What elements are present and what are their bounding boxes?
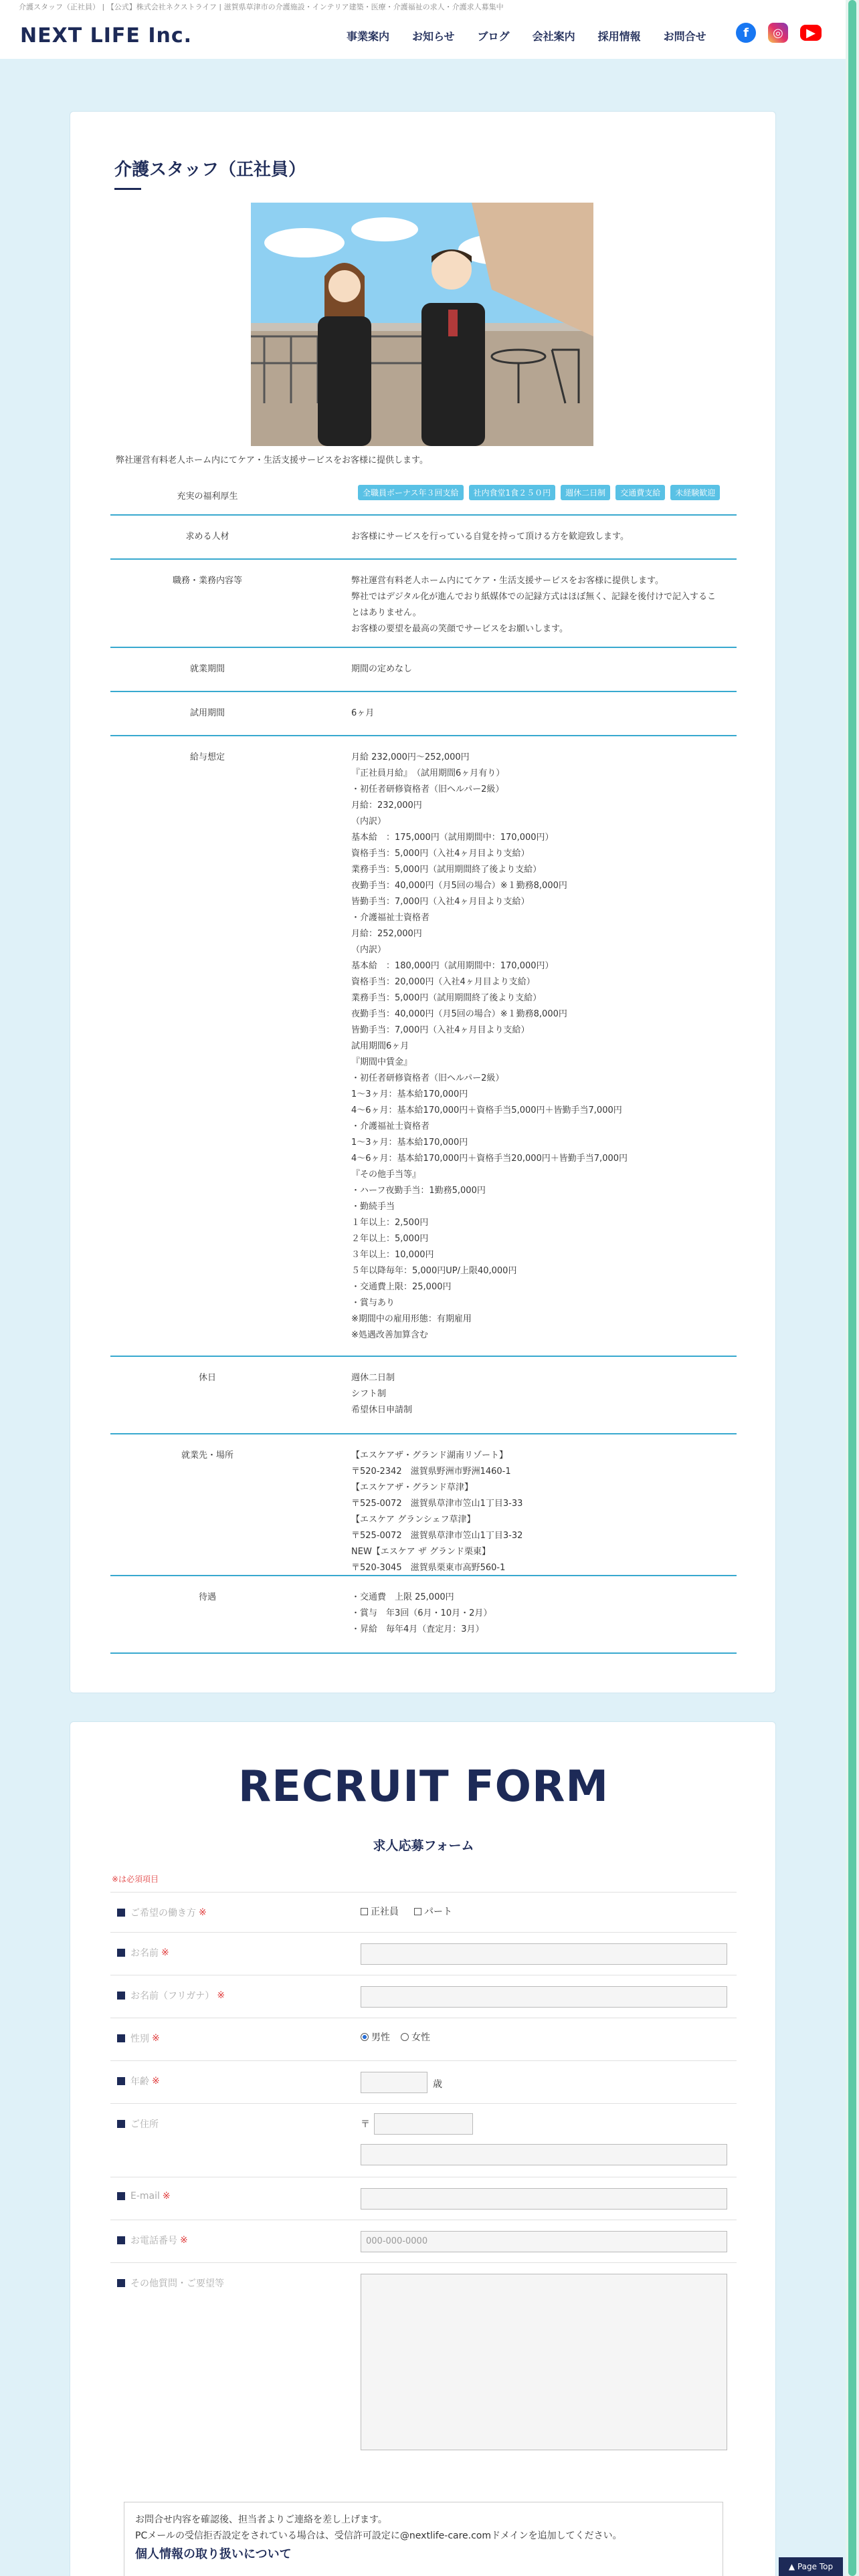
field-label <box>117 2074 160 2088</box>
option-female[interactable] <box>401 2030 430 2044</box>
recruit-form-card <box>70 1721 776 2576</box>
row-value: 6ヶ月 <box>351 708 375 718</box>
row-value: 月給 232,000円〜252,000円 『正社員月給』 （試用期間6ヶ月有り） ・初任者研修資格者（旧ヘルパー2級） 月給：232,000円 （内訳） 基本給 ：175,000円（試用期間中：170,000円） 資格手当：5,000円（入社4ヶ月目より支給） 業務手当：5,000円（試用期間終了後より支給） 夜勤手当：40,000円（月5回の場合）※１勤務8,000円 皆勤手当：7,000円（入社4ヶ月目より支給） ・介護福祉士資格者 月給：252,000円 （内訳） 基本給 ：180,000円（試用期間中：170,000円） 資格手当：20,000円（入社4ヶ月目より支給） 業務手当：5,000円（試用期間終了後より支給） 夜勤手当：40,000円（月5回の場合）※１勤務8,000円 皆勤手当：7,000円（入社4ヶ月目より支給） 試用期間6ヶ月 『期間中賃金』 ・初任者研修資格者（旧ヘルパー2級） 1〜3ヶ月：基本給170,000円 4〜6ヶ月：基本給170,000円＋資格手当5,000円＋皆勤手当7,000円 ・介護福祉士資格者 1〜3ヶ月：基本給170,000円 4〜6ヶ月：基本給170,000円＋資格手当20,000円＋皆勤手当7,000円 『その他手当等』 ・ハーフ夜勤手当：1勤務5,000円 ・勤続手当 １年以上：2,500円 ２年以上：5,000円 ３年以上：10,000円 ５年以降毎年：5,000円UP/上限40,000円 ・交通費上限：25,000円 ・賞与あり ※期間中の雇用形態：有期雇用 ※処遇改善加算含む <box>351 752 628 1340</box>
field-label <box>117 2191 171 2202</box>
page-top-button[interactable]: ▲ Page Top <box>779 2557 843 2576</box>
nav-company[interactable]: 会社案内 <box>532 30 575 43</box>
field-label <box>117 1946 169 1959</box>
field-label <box>117 2276 224 2290</box>
benefit-tag: 交通費支給 <box>615 485 665 500</box>
title-underline <box>114 188 141 190</box>
option-fulltime[interactable] <box>361 1905 399 1918</box>
row-benefits <box>110 477 737 516</box>
label-text: お電話番号 <box>130 2236 177 2246</box>
bullet-square <box>117 2192 125 2200</box>
job-title: 介護スタッフ（正社員） <box>114 160 306 180</box>
required-mark: ※ <box>199 1907 207 1918</box>
label-text: E-mail <box>130 2191 160 2202</box>
other-textarea[interactable] <box>361 2274 727 2450</box>
option-label: 男性 <box>371 2032 390 2043</box>
nav-contact[interactable]: お問合せ <box>663 30 706 43</box>
benefit-tag: 社内食堂1食２５０円 <box>469 485 556 500</box>
row-label: 求める人材 <box>185 532 229 542</box>
required-mark: ※ <box>217 1990 225 2001</box>
job-detail-card <box>70 111 776 1693</box>
privacy-heading: 個人情報の取り扱いについて <box>135 2547 292 2561</box>
row-value: 週休二日制 シフト制 希望休日申請制 <box>351 1373 413 1415</box>
recruit-form-subtitle: 求人応募フォーム <box>373 1838 474 1853</box>
notice-line: PCメールの受信拒否設定をされている場合は、受信許可設定に@nextlife-care.comドメインを追加してください。 <box>135 2531 622 2541</box>
label-text: ご希望の働き方 <box>130 1908 196 1919</box>
field-work-style <box>110 1892 737 1932</box>
row-value: ・交通費 上限 25,000円 ・賞与 年3回（6月・10月・2月） ・昇給 毎年4月（査定月：3月） <box>351 1592 492 1634</box>
label-text: 年齢 <box>130 2076 149 2087</box>
age-input[interactable] <box>361 2072 427 2093</box>
row-label: 職務・業務内容等 <box>172 576 242 586</box>
radio-selected[interactable] <box>361 2033 369 2041</box>
site-header <box>0 11 846 59</box>
row-holidays <box>110 1358 737 1434</box>
field-phone <box>110 2220 737 2262</box>
row-trial-period <box>110 693 737 736</box>
benefit-tags <box>358 485 720 500</box>
age-suffix: 歳 <box>433 2079 442 2090</box>
row-salary <box>110 738 737 1357</box>
notice-line: お問合せ内容を確認後、担当者よりご連絡を差し上げます。 <box>135 2514 387 2525</box>
option-parttime[interactable] <box>414 1905 452 1918</box>
field-other <box>110 2262 737 2456</box>
nav-recruit[interactable]: 採用情報 <box>597 30 641 43</box>
row-location <box>110 1436 737 1576</box>
scrollbar-thumb[interactable] <box>848 0 856 2576</box>
bullet-square <box>117 1909 125 1917</box>
row-employment-period <box>110 649 737 692</box>
required-mark: ※ <box>180 2235 188 2246</box>
nav-news[interactable]: お知らせ <box>412 30 455 43</box>
row-label: 充実の福利厚生 <box>177 492 238 502</box>
row-value: 【エスケアザ・グランド湖南リゾート】 〒520-2342 滋賀県野洲市野洲1460-1 【エスケアザ・グランド草津】 〒525-0072 滋賀県草津市笠山1丁目3-33 【エスケア グランシェフ草津】 〒525-0072 滋賀県草津市笠山1丁目3-32 NEW【エスケア ザ グランド栗東】 〒520-3045 滋賀県栗東市高野560-1 <box>351 1451 523 1573</box>
facebook-icon[interactable]: f <box>736 23 756 43</box>
bullet-square <box>117 2120 125 2128</box>
row-value: 弊社運営有料老人ホーム内にてケア・生活支援サービスをお客様に提供します。 弊社ではデジタル化が進んでおり紙媒体での記録方式はほぼ無く、記録を後付けで記入することはありません。 お客様の要望を最高の笑顔でサービスをお願いします。 <box>351 576 716 634</box>
staff-illustration <box>251 203 593 446</box>
row-label: 就業期間 <box>189 664 225 674</box>
row-label: 試用期間 <box>189 708 225 718</box>
row-job-content <box>110 561 737 648</box>
field-label <box>117 2234 188 2247</box>
nav-blog[interactable]: ブログ <box>477 30 510 43</box>
required-mark: ※ <box>162 2191 171 2202</box>
bullet-square <box>117 1992 125 2000</box>
required-mark: ※ <box>161 1947 169 1958</box>
required-mark: ※ <box>152 2076 160 2086</box>
instagram-icon[interactable]: ◎ <box>768 23 788 43</box>
social-links <box>736 23 822 43</box>
label-text: 性別 <box>130 2034 149 2044</box>
browser-title-strip: 介護スタッフ（正社員） | 【公式】株式会社ネクストライフ | 滋賀県草津市の介護施設・インテリア建築・医療・介護福祉の求人・介護求人募集中 <box>0 0 846 11</box>
label-text: ご住所 <box>130 2119 159 2130</box>
main-nav <box>347 28 706 43</box>
row-label: 待遇 <box>198 1592 216 1602</box>
required-note: ※は必須項目 <box>112 1874 159 1884</box>
field-email <box>110 2177 737 2220</box>
option-label: 女性 <box>411 2032 430 2043</box>
recruit-form-title: RECRUIT FORM <box>237 1762 609 1812</box>
field-age <box>110 2060 737 2103</box>
benefit-tag: 全職員ボーナス年３回支給 <box>358 485 464 500</box>
field-address <box>110 2103 737 2177</box>
row-desired-person <box>110 517 737 560</box>
radio[interactable] <box>401 2033 409 2041</box>
email-input[interactable] <box>361 2188 727 2210</box>
field-label <box>117 2032 160 2045</box>
row-label: 休日 <box>198 1373 216 1383</box>
option-label: パート <box>424 1907 452 1917</box>
bullet-square <box>117 1949 125 1957</box>
benefit-tag: 未経験歓迎 <box>670 485 720 500</box>
site-logo[interactable]: NEXT LIFE Inc. <box>20 24 193 47</box>
address-input[interactable] <box>361 2144 727 2165</box>
field-name-kana <box>110 1975 737 2018</box>
name-input[interactable] <box>361 1943 727 1965</box>
row-label: 給与想定 <box>189 752 225 762</box>
option-male[interactable] <box>361 2030 390 2044</box>
benefit-tag: 週休二日制 <box>561 485 610 500</box>
option-label: 正社員 <box>371 1907 399 1917</box>
bullet-square <box>117 2279 125 2287</box>
field-name <box>110 1932 737 1975</box>
label-text: お名前 <box>130 1948 159 1959</box>
field-label <box>117 1989 225 2002</box>
field-label <box>117 2117 159 2131</box>
row-label: 就業先・場所 <box>181 1451 233 1461</box>
form-notice <box>124 2502 723 2576</box>
row-value: 期間の定めなし <box>351 664 413 674</box>
job-intro: 弊社運営有料老人ホーム内にてケア・生活支援サービスをお客様に提供します。 <box>116 455 428 465</box>
phone-input[interactable]: 000-000-0000 <box>361 2231 727 2252</box>
postal-code-input[interactable] <box>374 2113 473 2135</box>
field-label <box>117 1906 207 1919</box>
checkbox[interactable] <box>361 1908 368 1915</box>
field-gender <box>110 2018 737 2060</box>
nav-business[interactable]: 事業案内 <box>347 30 390 43</box>
required-mark: ※ <box>152 2033 160 2044</box>
bullet-square <box>117 2034 125 2042</box>
label-text: お名前（フリガナ） <box>130 1991 215 2002</box>
bullet-square <box>117 2077 125 2085</box>
label-text: その他質問・ご要望等 <box>130 2278 224 2289</box>
bullet-square <box>117 2236 125 2244</box>
postal-mark: 〒 <box>361 2119 370 2130</box>
checkbox[interactable] <box>414 1908 421 1915</box>
row-treatment <box>110 1578 737 1654</box>
name-kana-input[interactable] <box>361 1986 727 2008</box>
youtube-icon[interactable]: ▶ <box>800 25 822 41</box>
row-value: お客様にサービスを行っている自覚を持って頂ける方を歓迎致します。 <box>351 532 629 542</box>
